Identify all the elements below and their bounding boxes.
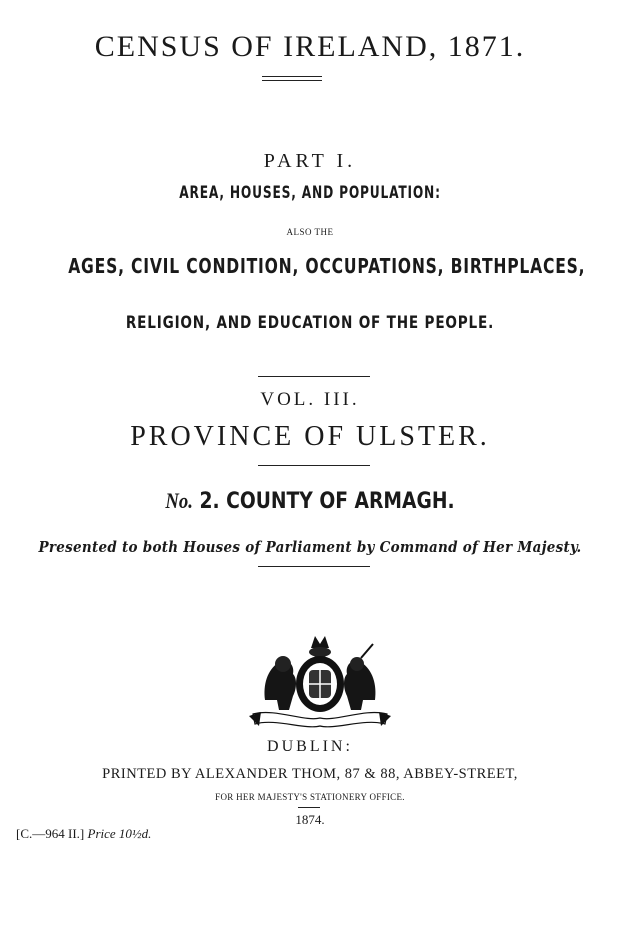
subtitle-religion-education: RELIGION, AND EDUCATION OF THE PEOPLE. bbox=[125, 313, 495, 333]
province-heading: PROVINCE OF ULSTER. bbox=[130, 421, 490, 452]
command-number: [C.—964 II.] bbox=[16, 826, 85, 841]
county-number-label: No. bbox=[165, 488, 193, 513]
title-rule-2 bbox=[262, 80, 322, 81]
title-rule bbox=[262, 76, 322, 77]
place-of-publication: DUBLIN: bbox=[267, 738, 353, 755]
subtitle-area-houses-population: AREA, HOUSES, AND POPULATION: bbox=[179, 183, 441, 203]
presented-rule bbox=[258, 566, 370, 567]
printer-line: PRINTED BY ALEXANDER THOM, 87 & 88, ABBEY-STREET, bbox=[102, 766, 518, 782]
province-rule bbox=[258, 465, 370, 466]
county-name: COUNTY OF ARMAGH. bbox=[226, 489, 455, 514]
presented-statement: Presented to both Houses of Parliament by Command of Her Majesty. bbox=[38, 538, 582, 556]
volume-heading: VOL. III. bbox=[260, 389, 360, 410]
county-heading bbox=[47, 488, 574, 514]
part-heading: PART I. bbox=[263, 150, 357, 172]
county-number: 2. bbox=[199, 489, 220, 514]
royal-coat-of-arms bbox=[245, 630, 395, 730]
volume-rule-top bbox=[258, 376, 370, 377]
document-title: CENSUS OF IRELAND, 1871. bbox=[94, 30, 526, 63]
price: Price 10½d. bbox=[87, 826, 152, 841]
also-the-text: ALSO THE bbox=[286, 227, 334, 237]
stationery-office-line: FOR HER MAJESTY'S STATIONERY OFFICE. bbox=[215, 792, 405, 802]
subtitle-ages-condition: AGES, CIVIL CONDITION, OCCUPATIONS, BIRTHPLACES, bbox=[68, 254, 586, 278]
publication-year: 1874. bbox=[295, 812, 325, 827]
year-rule bbox=[298, 807, 320, 808]
command-and-price bbox=[16, 826, 151, 842]
